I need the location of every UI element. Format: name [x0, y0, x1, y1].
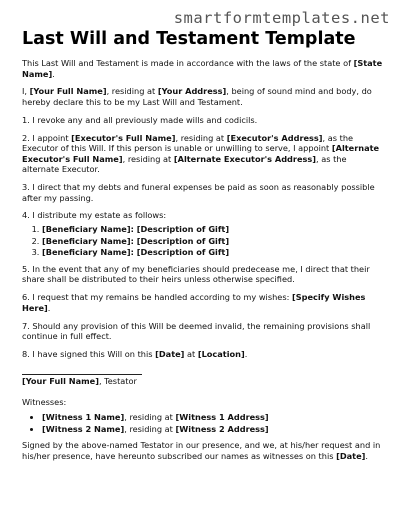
gift-description: [Description of Gift] [136, 235, 230, 246]
executor-address-placeholder: [Executor's Address] [226, 132, 323, 143]
clause-8-end: . [244, 348, 248, 359]
clause-6-text: 6. I request that my remains be handled according to my wishes: [22, 292, 292, 303]
testator-role: , Testator [98, 375, 137, 386]
clause-7: 7. Should any provision of this Will be deemed invalid, the remaining provisions shall continue in full effect. [22, 320, 371, 342]
beneficiary-name: [Beneficiary Name] [42, 224, 131, 235]
testator-name-placeholder: [Your Full Name] [22, 375, 99, 386]
clause-2-text-e: , as the alternate Executor. [22, 153, 347, 175]
gift-description: [Description of Gift] [136, 224, 230, 235]
clause-1: 1. I revoke any and all previously made wills and codicils. [22, 114, 258, 125]
beneficiary-separator: : [130, 235, 137, 246]
beneficiary-name: [Beneficiary Name] [42, 247, 131, 258]
testator-signature-label [22, 376, 384, 387]
clause-8 [22, 349, 384, 360]
alternate-executor-address-placeholder: [Alternate Executor's Address] [173, 153, 316, 164]
document-body [22, 58, 384, 469]
attestation-text: Signed by the above-named Testator in our presence, and we, at his/her request and in his/her presence, have hereunto subscribed our names as witnesses on this [22, 440, 381, 461]
clause-2-text-c: , as the Executor of this Will. If this person is unable or unwilling to serve, I appoint [22, 132, 354, 154]
declaration-text-b: , residing at [106, 86, 158, 97]
attestation-paragraph [22, 440, 384, 461]
address-placeholder: [Your Address] [157, 86, 227, 97]
list-item [42, 412, 384, 423]
witness-name-placeholder: [Witness 1 Name] [42, 411, 125, 422]
declaration-paragraph [22, 86, 384, 107]
attestation-end: . [365, 450, 368, 461]
signature-line [22, 367, 142, 375]
witness-residing-text: , residing at [124, 411, 176, 422]
witness-address-placeholder: [Witness 1 Address] [175, 411, 269, 422]
clause-6 [22, 292, 384, 313]
list-item [42, 224, 384, 235]
beneficiary-name: [Beneficiary Name] [42, 235, 131, 246]
clause-3: 3. I direct that my debts and funeral expenses be paid as soon as reasonably possible after my passing. [22, 182, 375, 203]
witnesses-heading: Witnesses: [22, 397, 67, 408]
beneficiary-separator: : [130, 224, 137, 235]
full-name-placeholder: [Your Full Name] [29, 86, 107, 97]
declaration-text-a: I, [22, 86, 30, 97]
gift-description: [Description of Gift] [136, 247, 230, 258]
beneficiary-separator: : [130, 247, 137, 258]
intro-end: . [52, 68, 55, 79]
clause-5: 5. In the event that any of my beneficiaries should predecease me, I direct that their share shall be distributed to their heirs unless otherwise specified. [22, 263, 370, 285]
intro-paragraph [22, 58, 384, 79]
beneficiary-list [22, 224, 384, 258]
clause-8-text-a: 8. I have signed this Will on this [22, 348, 156, 359]
location-placeholder: [Location] [197, 348, 245, 359]
clause-2 [22, 133, 384, 175]
list-item [42, 424, 384, 435]
date-placeholder: [Date] [155, 348, 185, 359]
attestation-date-placeholder: [Date] [336, 450, 366, 461]
declaration-text-c: , being of sound mind and body, do hereby declare this to be my Last Will and Testament. [22, 86, 372, 107]
state-placeholder: [State Name] [22, 58, 383, 79]
executor-name-placeholder: [Executor's Full Name] [71, 132, 176, 143]
witness-name-placeholder: [Witness 2 Name] [42, 423, 125, 434]
clause-2-text-b: , residing at [175, 132, 227, 143]
document-title: Last Will and Testament Template [22, 29, 356, 49]
witness-residing-text: , residing at [124, 423, 176, 434]
clause-6-end: . [47, 302, 51, 313]
clause-8-text-b: at [184, 348, 198, 359]
witness-address-placeholder: [Witness 2 Address] [175, 423, 269, 434]
clause-4: 4. I distribute my estate as follows: [22, 210, 167, 221]
wishes-placeholder: [Specify Wishes Here] [22, 292, 366, 313]
list-item [42, 236, 384, 247]
intro-text: This Last Will and Testament is made in accordance with the laws of the state of [22, 58, 354, 68]
witness-list [22, 412, 384, 434]
list-item [42, 247, 384, 258]
site-watermark: smartformtemplates.net [173, 9, 390, 27]
alternate-executor-name-placeholder: [Alternate Executor's Full Name] [22, 143, 380, 164]
clause-2-text-a: 2. I appoint [22, 132, 72, 143]
clause-2-text-d: , residing at [122, 153, 174, 164]
